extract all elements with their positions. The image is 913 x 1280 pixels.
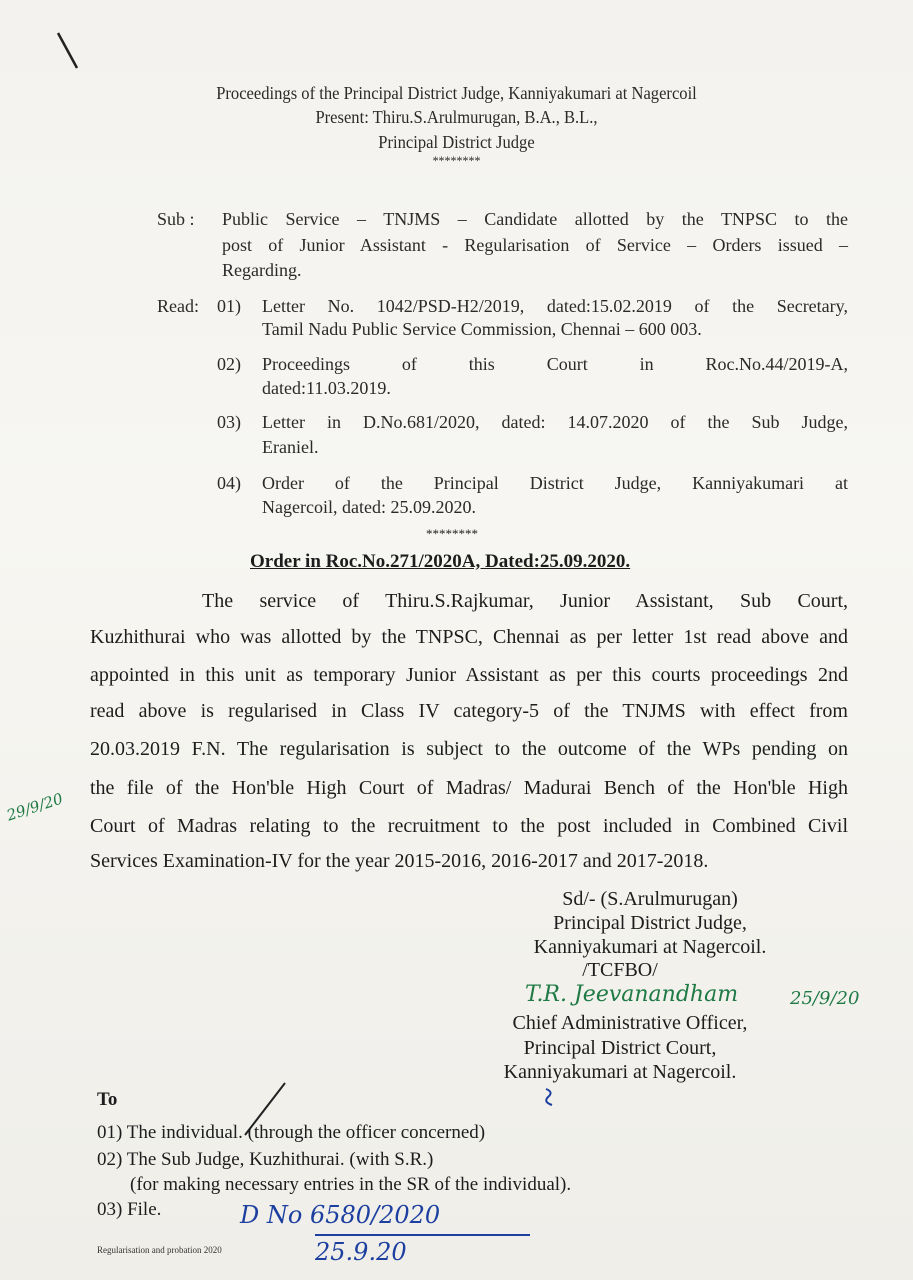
handwritten-signature: T.R. Jeevanandham	[525, 982, 739, 1007]
footer-note: Regularisation and probation 2020	[97, 1245, 222, 1255]
body-line: appointed in this unit as temporary Junior Assistant as per this courts proceedings 2nd	[90, 664, 848, 686]
signature-line: Principal District Court,	[523, 1037, 717, 1059]
signature-line: Sd/- (S.Arulmurugan)	[562, 888, 738, 910]
subject-label: Sub :	[157, 209, 195, 229]
signature-line: Chief Administrative Officer,	[512, 1012, 748, 1034]
signature-line: Principal District Judge,	[553, 912, 747, 934]
read-item-line: dated:11.03.2019.	[262, 378, 391, 398]
subject-line: post of Junior Assistant - Regularisation of Service – Orders issued –	[222, 235, 848, 255]
read-item-number: 01)	[217, 296, 241, 316]
order-heading: Order in Roc.No.271/2020A, Dated:25.09.2020.	[250, 551, 631, 572]
header-designation: Principal District Judge	[378, 132, 535, 152]
pen-mark	[55, 30, 85, 75]
body-line: 20.03.2019 F.N. The regularisation is subject to the outcome of the WPs pending on	[90, 738, 848, 760]
read-item-number: 03)	[217, 412, 241, 432]
read-item-line: Eraniel.	[262, 437, 319, 457]
dispatch-date: 25.9.20	[315, 1238, 407, 1266]
header-title: Proceedings of the Principal District Judge, Kanniyakumari at Nagercoil	[216, 83, 697, 103]
dispatch-underline	[315, 1234, 530, 1236]
body-line: Kuzhithurai who was allotted by the TNPSC, Chennai as per letter 1st read above and	[90, 626, 848, 648]
signature-date: 25/9/20	[790, 988, 860, 1009]
blue-ink-mark	[540, 1086, 560, 1108]
read-item-line: Letter No. 1042/PSD-H2/2019, dated:15.02.2019 of the Secretary,	[262, 296, 848, 316]
body-line: Court of Madras relating to the recruitment to the post included in Combined Civil	[90, 815, 848, 837]
subject-line: Regarding.	[222, 260, 302, 280]
read-item-line: Proceedings of this Court in Roc.No.44/2019-A,	[262, 354, 848, 374]
read-item-number: 04)	[217, 473, 241, 493]
dispatch-number: D No 6580/2020	[240, 1201, 441, 1229]
read-item-line: Tamil Nadu Public Service Commission, Chennai – 600 003.	[262, 319, 702, 339]
signature-line: Kanniyakumari at Nagercoil.	[503, 1061, 737, 1083]
read-item-line: Nagercoil, dated: 25.09.2020.	[262, 497, 476, 517]
signature-line: /TCFBO/	[582, 959, 658, 981]
read-item-line: Letter in D.No.681/2020, dated: 14.07.2020 of the Sub Judge,	[262, 412, 848, 432]
body-line: the file of the Hon'ble High Court of Madras/ Madurai Bench of the Hon'ble High	[90, 777, 848, 799]
header-stars: ********	[432, 153, 481, 168]
read-item-number: 02)	[217, 354, 241, 374]
distribution-item: 03) File.	[97, 1199, 162, 1220]
distribution-label: To	[97, 1089, 118, 1110]
body-line: The service of Thiru.S.Rajkumar, Junior Assistant, Sub Court,	[202, 590, 848, 612]
distribution-item: 02) The Sub Judge, Kuzhithurai. (with S.R.)	[97, 1149, 434, 1170]
body-line: read above is regularised in Class IV category-5 of the TNJMS with effect from	[90, 700, 848, 722]
body-line: Services Examination-IV for the year 2015-2016, 2016-2017 and 2017-2018.	[90, 850, 709, 872]
header-present: Present: Thiru.S.Arulmurugan, B.A., B.L.,	[315, 107, 598, 127]
distribution-item: 01) The individual. (through the officer concerned)	[97, 1122, 486, 1143]
read-label: Read:	[157, 296, 199, 316]
read-item-line: Order of the Principal District Judge, Kanniyakumari at	[262, 473, 848, 493]
subject-line: Public Service – TNJMS – Candidate allotted by the TNPSC to the	[222, 209, 848, 229]
read-stars: ********	[426, 526, 478, 541]
margin-initials: 29/9/20	[4, 789, 66, 825]
signature-line: Kanniyakumari at Nagercoil.	[533, 936, 767, 958]
distribution-item: (for making necessary entries in the SR of the individual).	[130, 1174, 572, 1195]
